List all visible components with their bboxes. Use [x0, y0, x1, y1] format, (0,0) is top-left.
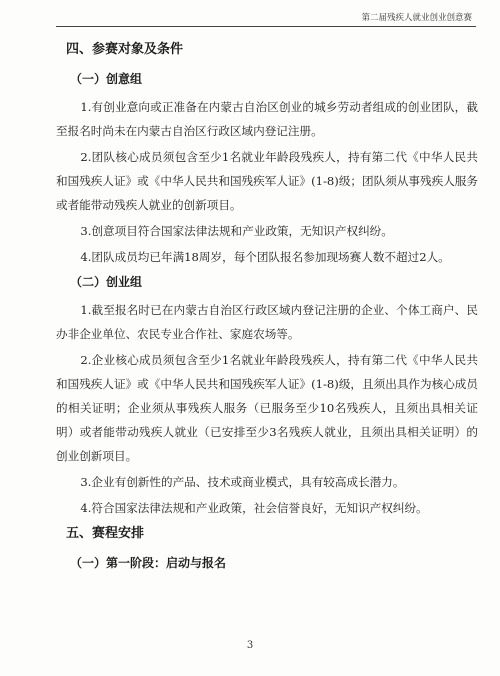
document-body: [56, 40, 478, 579]
page-number: 3: [246, 640, 254, 651]
idea-group-item-2: 2.团队核心成员须包含至少1名就业年龄段残疾人，持有第二代《中华人民共和国残疾人证》或《中华人民共和国残疾军人证》(1-8)级；团队须从事残疾人服务或者能带动残疾人就业的创新项目。: [56, 150, 478, 212]
idea-group-item-3: 3.创意项目符合国家法律法规和产业政策，无知识产权纠纷。: [80, 224, 393, 238]
running-header: 第二届残疾人就业创业创意赛: [361, 13, 472, 23]
section-heading-schedule: 五、赛程安排: [66, 526, 145, 541]
startup-group-item-3: 3.企业有创新性的产品、技术或商业模式，具有较高成长潜力。: [80, 475, 405, 489]
startup-group-item-2: 2.企业核心成员须包含至少1名就业年龄段残疾人，持有第二代《中华人民共和国残疾人证》或《中华人民共和国残疾军人证》(1-8)级，且须出具作为核心成员的相关证明；企业须从事残疾人服务（已服务至少10名残疾人，且须出具相关证明）或者能带动残疾人就业（已安排至少3名残疾人就业，且须出具相关证明）的创业创新项目。: [56, 353, 478, 463]
idea-group-item-4: 4.团队成员均已年满18周岁，每个团队报名参加现场赛人数不超过2人。: [80, 250, 450, 264]
section-heading-eligibility: 四、参赛对象及条件: [66, 42, 184, 57]
startup-group-item-4: 4.符合国家法律法规和产业政策，社会信誉良好，无知识产权纠纷。: [80, 501, 428, 515]
subsection-heading-startup-group: （二）创业组: [70, 275, 143, 289]
startup-group-item-1: 1.截至报名时已在内蒙古自治区行政区域内登记注册的企业、个体工商户、民办非企业单位、农民专业合作社、家庭农场等。: [56, 303, 478, 341]
subsection-heading-idea-group: （一）创意组: [70, 72, 143, 86]
subsection-heading-stage-1: （一）第一阶段：启动与报名: [70, 556, 227, 570]
header-rule: [56, 26, 476, 27]
idea-group-item-1: 1.有创业意向或正准备在内蒙古自治区创业的城乡劳动者组成的创业团队，截至报名时尚未在内蒙古自治区行政区域内登记注册。: [56, 100, 478, 138]
